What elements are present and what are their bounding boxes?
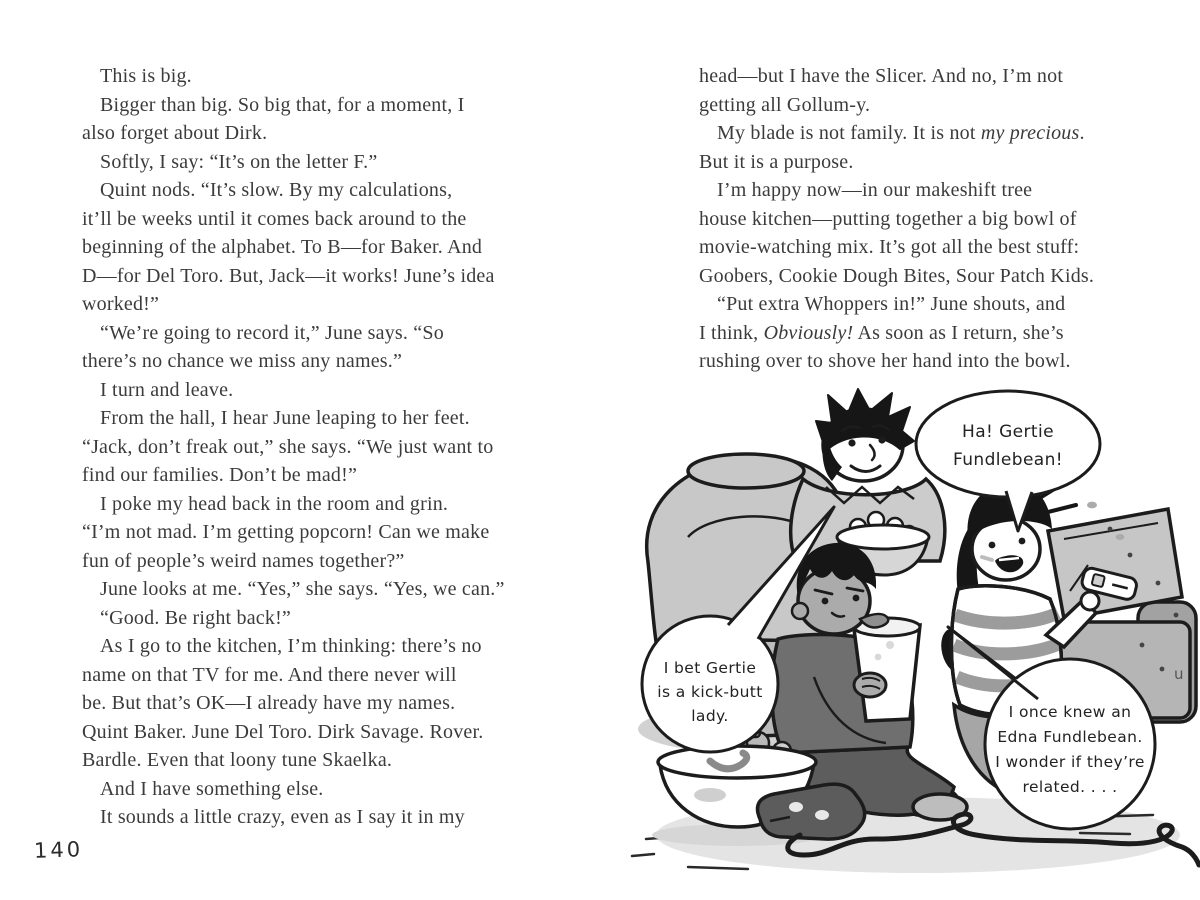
text-line — [82, 604, 546, 633]
text-line — [699, 91, 1151, 120]
game-controller — [757, 784, 864, 839]
body-text: “Jack, don’t freak out,” she says. “We just want to — [82, 435, 494, 458]
body-text: also forget about Dirk. — [82, 122, 268, 144]
body-text: fun of people’s weird names together?” — [82, 549, 405, 572]
body-text: Goobers, Cookie Dough Bites, Sour Patch Kids. — [699, 264, 1095, 287]
text-line — [82, 661, 546, 690]
text-line — [82, 490, 546, 519]
body-text: “Good. Be right back!” — [100, 606, 292, 629]
body-text: It sounds a little crazy, even as I say it in my — [100, 806, 465, 828]
text-line — [82, 775, 546, 804]
page-number: 140 — [33, 837, 84, 863]
text-line — [82, 91, 546, 120]
italic-text: Obviously! — [763, 321, 854, 344]
text-line — [82, 461, 546, 490]
text-line — [82, 518, 546, 547]
svg-text:I once knew an: I once knew an — [1008, 703, 1132, 721]
body-text: beginning of the alphabet. To B—for Baker. And — [82, 236, 483, 258]
text-line — [82, 290, 546, 319]
text-line — [699, 205, 1151, 234]
text-line — [82, 176, 546, 205]
body-text: name on that TV for me. And there never will — [82, 663, 457, 686]
body-text: Quint nods. “It’s slow. By my calculations, — [100, 179, 453, 201]
body-text: As soon as I return, she’s — [853, 321, 1064, 344]
left-page-text — [82, 62, 546, 832]
text-line — [699, 62, 1151, 91]
popcorn-tub — [854, 618, 920, 721]
text-line — [82, 547, 546, 576]
text-line — [699, 319, 1151, 348]
body-text: . — [1079, 122, 1085, 144]
text-line — [699, 262, 1151, 291]
text-line — [699, 148, 1151, 177]
body-text: “Put extra Whoppers in!” June shouts, and — [717, 293, 1066, 315]
body-text: head—but I have the Slicer. And no, I’m not — [699, 65, 1064, 87]
body-text: find our families. Don’t be mad!” — [82, 464, 358, 486]
text-line — [82, 404, 546, 433]
text-line — [82, 689, 546, 718]
body-text: June looks at me. “Yes,” she says. “Yes, we can.” — [100, 578, 505, 600]
text-line — [82, 205, 546, 234]
text-line — [699, 347, 1151, 376]
text-line — [699, 233, 1151, 262]
svg-text:I bet Gertie: I bet Gertie — [663, 659, 757, 677]
svg-text:Edna Fundlebean.: Edna Fundlebean. — [997, 728, 1143, 746]
text-line — [82, 376, 546, 405]
body-text: And I have something else. — [100, 777, 324, 800]
body-text: I think, — [699, 321, 764, 344]
svg-text:Ha! Gertie: Ha! Gertie — [962, 422, 1054, 442]
italic-text: my precious — [980, 122, 1080, 144]
body-text: From the hall, I hear June leaping to her feet. — [100, 407, 470, 429]
right-page-text — [699, 62, 1151, 376]
text-line — [699, 119, 1151, 148]
text-line — [82, 62, 546, 91]
text-line — [82, 575, 546, 604]
body-text: Bigger than big. So big that, for a moment, I — [100, 93, 465, 116]
text-line — [82, 632, 546, 661]
text-line — [82, 319, 546, 348]
body-text: I turn and leave. — [100, 378, 234, 401]
body-text: D—for Del Toro. But, Jack—it works! June’s idea — [82, 264, 495, 287]
couch-pillow — [1048, 509, 1182, 619]
body-text: This is big. — [100, 65, 192, 87]
svg-text:Fundlebean!: Fundlebean! — [952, 450, 1064, 470]
body-text: there’s no chance we miss any names.” — [82, 350, 403, 372]
text-line — [82, 347, 546, 376]
body-text: My blade is not family. It is not — [717, 122, 981, 144]
body-text: I’m happy now—in our makeshift tree — [717, 179, 1033, 201]
body-text: But it is a purpose. — [699, 150, 854, 173]
illustration — [618, 387, 1200, 895]
text-line — [82, 148, 546, 177]
body-text: As I go to the kitchen, I’m thinking: there’s no — [100, 635, 482, 657]
text-line — [82, 746, 546, 775]
text-line — [699, 290, 1151, 319]
body-text: it’ll be weeks until it comes back around to the — [82, 207, 467, 230]
svg-text:lady.: lady. — [691, 707, 729, 725]
body-text: I poke my head back in the room and grin. — [100, 492, 449, 515]
svg-text:related. . . .: related. . . . — [1022, 778, 1118, 796]
body-text: worked!” — [82, 293, 160, 315]
body-text: rushing over to shove her hand into the bowl. — [699, 350, 1071, 372]
body-text: movie-watching mix. It’s got all the best stuff: — [699, 236, 1080, 258]
body-text: “I’m not mad. I’m getting popcorn! Can we make — [82, 521, 490, 543]
body-text: be. But that’s OK—I already have my names. — [82, 692, 456, 714]
body-text: “We’re going to record it,” June says. “So — [100, 321, 444, 344]
svg-text:I wonder if they’re: I wonder if they’re — [995, 753, 1145, 771]
text-line — [82, 433, 546, 462]
body-text: Bardle. Even that loony tune Skaelka. — [82, 749, 393, 771]
text-line — [699, 176, 1151, 205]
body-text: getting all Gollum-y. — [699, 93, 871, 116]
body-text: Softly, I say: “It’s on the letter F.” — [100, 150, 378, 173]
body-text: Quint Baker. June Del Toro. Dirk Savage. Rover. — [82, 720, 484, 743]
text-line — [82, 233, 546, 262]
body-text: house kitchen—putting together a big bowl of — [699, 207, 1077, 230]
text-line — [82, 262, 546, 291]
text-line — [82, 718, 546, 747]
text-line — [82, 803, 546, 832]
u-doodle: u — [1174, 665, 1184, 683]
text-line — [82, 119, 546, 148]
svg-text:is a kick-butt: is a kick-butt — [657, 683, 763, 701]
